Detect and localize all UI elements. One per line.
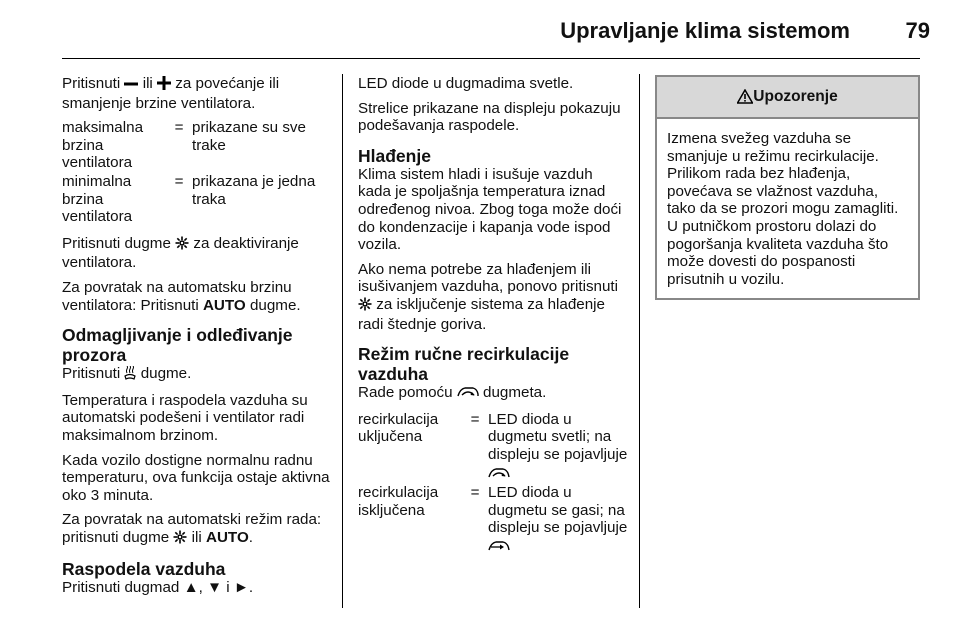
warning-header [657,77,918,119]
page-title: Upravljanje klima sistemom [560,18,850,43]
paragraph: Strelice prikazane na displeju pokazuju podešavanja raspodele. [358,99,621,135]
paragraph: Za povratak na automatski režim rada: pritisnuti dugme ili AUTO. [62,511,332,548]
section-heading: Hlađenje [358,145,431,166]
windshield-defrost-icon [124,366,136,385]
paragraph: Kada vozilo dostigne normalnu radnu temperaturu, ova funkcija ostaje aktivna oko 3 minuta. [62,451,330,504]
minus-icon [124,77,138,95]
paragraph: LED diode u dugmadima svetle. [358,75,574,92]
section-heading: Raspodela vazduha [62,559,226,580]
warning-triangle-icon [737,80,753,120]
column-divider [639,74,640,608]
column-2 [358,75,628,565]
fan-speed-table [62,119,332,226]
paragraph: Klima sistem hladi i isušuje vazduh kada je spoljašnja temperatura iznad određenog nivoa. Zbog toga može doći do kondenzacije i kapanja vode ispod vozila. [358,165,622,254]
section-heading: Režim ručne recirkulacije vazduha [358,344,570,385]
column-1 [62,75,332,604]
paragraph: Temperatura i raspodela vazduha su automatski podešeni i ventilator radi maksimalnom brzinom. [62,391,308,444]
paragraph: Ako nema potrebe za hlađenjem ili isušivanjem vazduha, ponovo pritisnuti za isključenje sistema za hlađenje radi štednje goriva. [358,260,619,333]
column-divider [342,74,343,608]
paragraph: Pritisnuti ili za povećanje ili smanjenje brzine ventilatora. [62,75,280,112]
table-row: recirkulacija uključena = LED dioda u dugmetu svetli; na displeju se pojavljuje [358,411,628,483]
plus-icon [157,76,171,95]
direction-arrows: ▲, ▼ i ►. [183,579,254,597]
section-heading: Odmagljivanje i odleđivanje prozora [62,325,293,366]
recirculation-table [358,411,628,557]
table-row: minimalna brzina ventilatora = prikazana je jedna traka [62,172,316,226]
page-number: 79 [905,18,930,43]
table-row: maksimalna brzina ventilatora = prikazane su sve trake [62,119,306,172]
paragraph: Pritisnuti dugmad ▲, ▼ i ►. [62,579,254,597]
warning-box [655,75,920,300]
warning-title: Upozorenje [753,88,838,105]
fan-icon [175,236,189,255]
recirculation-icon [457,385,479,404]
fan-icon [358,297,372,316]
warning-text: Izmena svežeg vazduha se smanjuje u režimu recirkulacije. Prilikom rada bez hlađenja, povećava se vlažnost vazduha, tako da se prozori mogu zamagliti. U putničkom prostoru dolazi do pogoršanja kvaliteta vazduha što može dovesti do pospanosti prisutnih u vozilu. [667,130,899,288]
fresh-air-icon [488,539,510,557]
table-row: recirkulacija isključena = LED dioda u dugmetu se gasi; na displeju se pojavljuje [358,483,628,556]
paragraph: Pritisnuti dugme. [62,365,332,385]
column-3 [655,75,920,300]
recirculation-on-icon [488,466,510,484]
fan-icon [173,530,187,549]
paragraph: Pritisnuti dugme za deaktiviranje ventilatora. [62,234,299,272]
paragraph: Za povratak na automatsku brzinu ventilatora: Pritisnuti AUTO dugme. [62,278,301,314]
header-divider [62,58,920,59]
paragraph: Rade pomoću dugmeta. [358,384,628,404]
